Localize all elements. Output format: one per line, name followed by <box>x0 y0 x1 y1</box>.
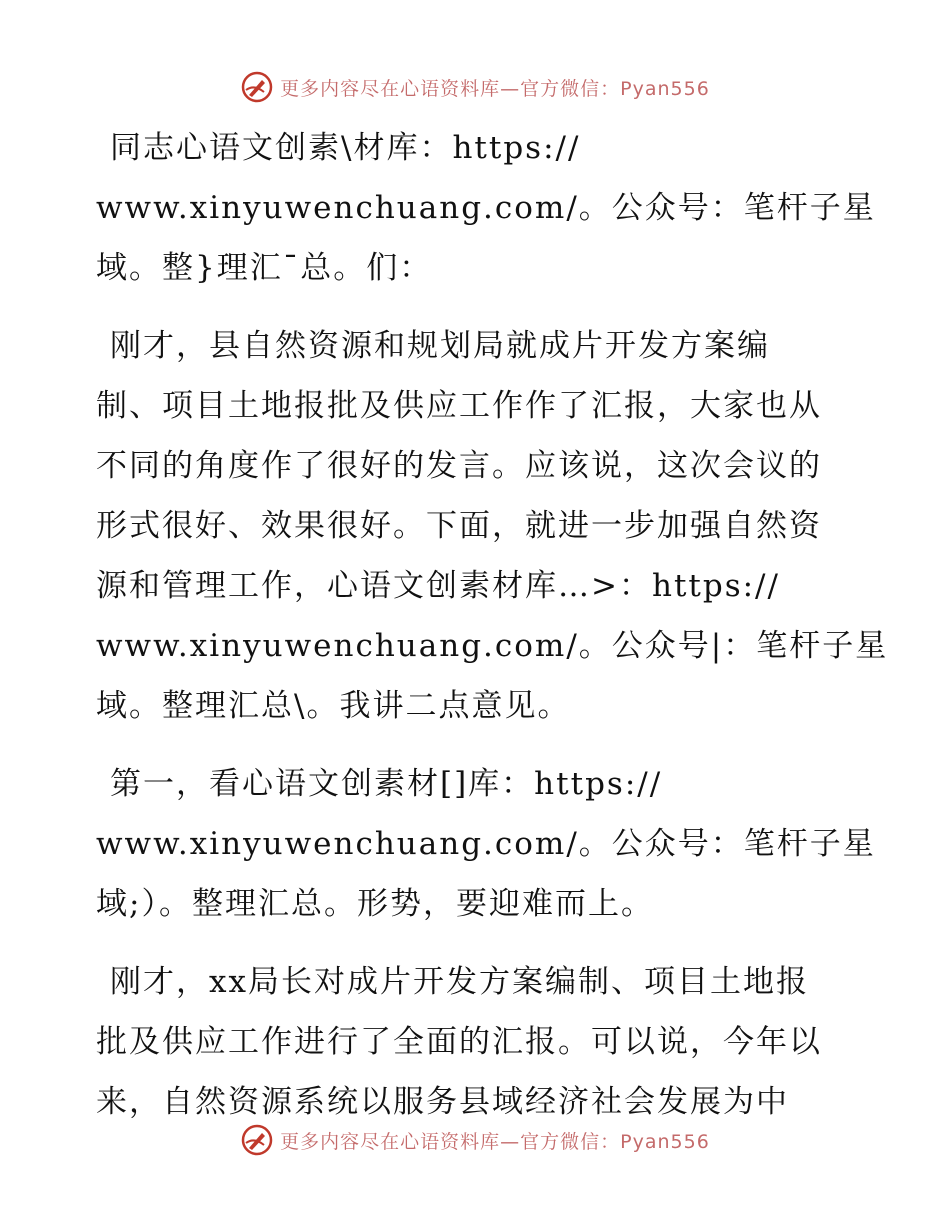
text-line: www.xinyuwenchuang.com/。公众号：笔杆子星 <box>96 826 876 862</box>
text-line: 域。整}理汇¯总。们： <box>96 250 433 286</box>
text-line: 同志心语文创素\材库：https:// <box>110 130 581 166</box>
document-body <box>96 118 889 1150</box>
text-line: 批及供应工作进行了全面的汇报。可以说，今年以 <box>96 1024 822 1060</box>
text-line: www.xinyuwenchuang.com/。公众号|：笔杆子星 <box>96 628 889 664</box>
text-line: www.xinyuwenchuang.com/。公众号：笔杆子星 <box>96 190 876 226</box>
header-watermark <box>0 70 950 104</box>
text-line: 源和管理工作，心语文创素材库…>：https:// <box>96 568 780 604</box>
paragraph-4 <box>96 952 856 1132</box>
text-line: 域;）。整理汇总。形势，要迎难而上。 <box>96 886 654 922</box>
text-line: 刚才，县自然资源和规划局就成片开发方案编 <box>110 328 770 364</box>
text-line: 来，自然资源系统以服务县域经济社会发展为中 <box>96 1084 789 1120</box>
text-line: 域。整理汇总\。我讲二点意见。 <box>96 688 571 724</box>
text-line: 制、项目土地报批及供应工作作了汇报，大家也从 <box>96 388 822 424</box>
watermark-text: 更多内容尽在心语资料库—官方微信：Pyan556 <box>280 1130 710 1153</box>
pen-logo-icon <box>240 1123 274 1157</box>
paragraph-2 <box>96 316 889 736</box>
paragraph-3 <box>96 754 876 934</box>
text-line: 不同的角度作了很好的发言。应该说，这次会议的 <box>96 448 822 484</box>
watermark-text: 更多内容尽在心语资料库—官方微信：Pyan556 <box>280 77 710 100</box>
text-line: 形式很好、效果很好。下面，就进一步加强自然资 <box>96 508 822 544</box>
footer-watermark <box>0 1123 950 1157</box>
text-line: 第一，看心语文创素材[]库：https:// <box>110 766 663 802</box>
text-line: 刚才，xx局长对成片开发方案编制、项目土地报 <box>110 964 809 1000</box>
paragraph-1 <box>96 118 876 298</box>
pen-logo-icon <box>240 70 274 104</box>
